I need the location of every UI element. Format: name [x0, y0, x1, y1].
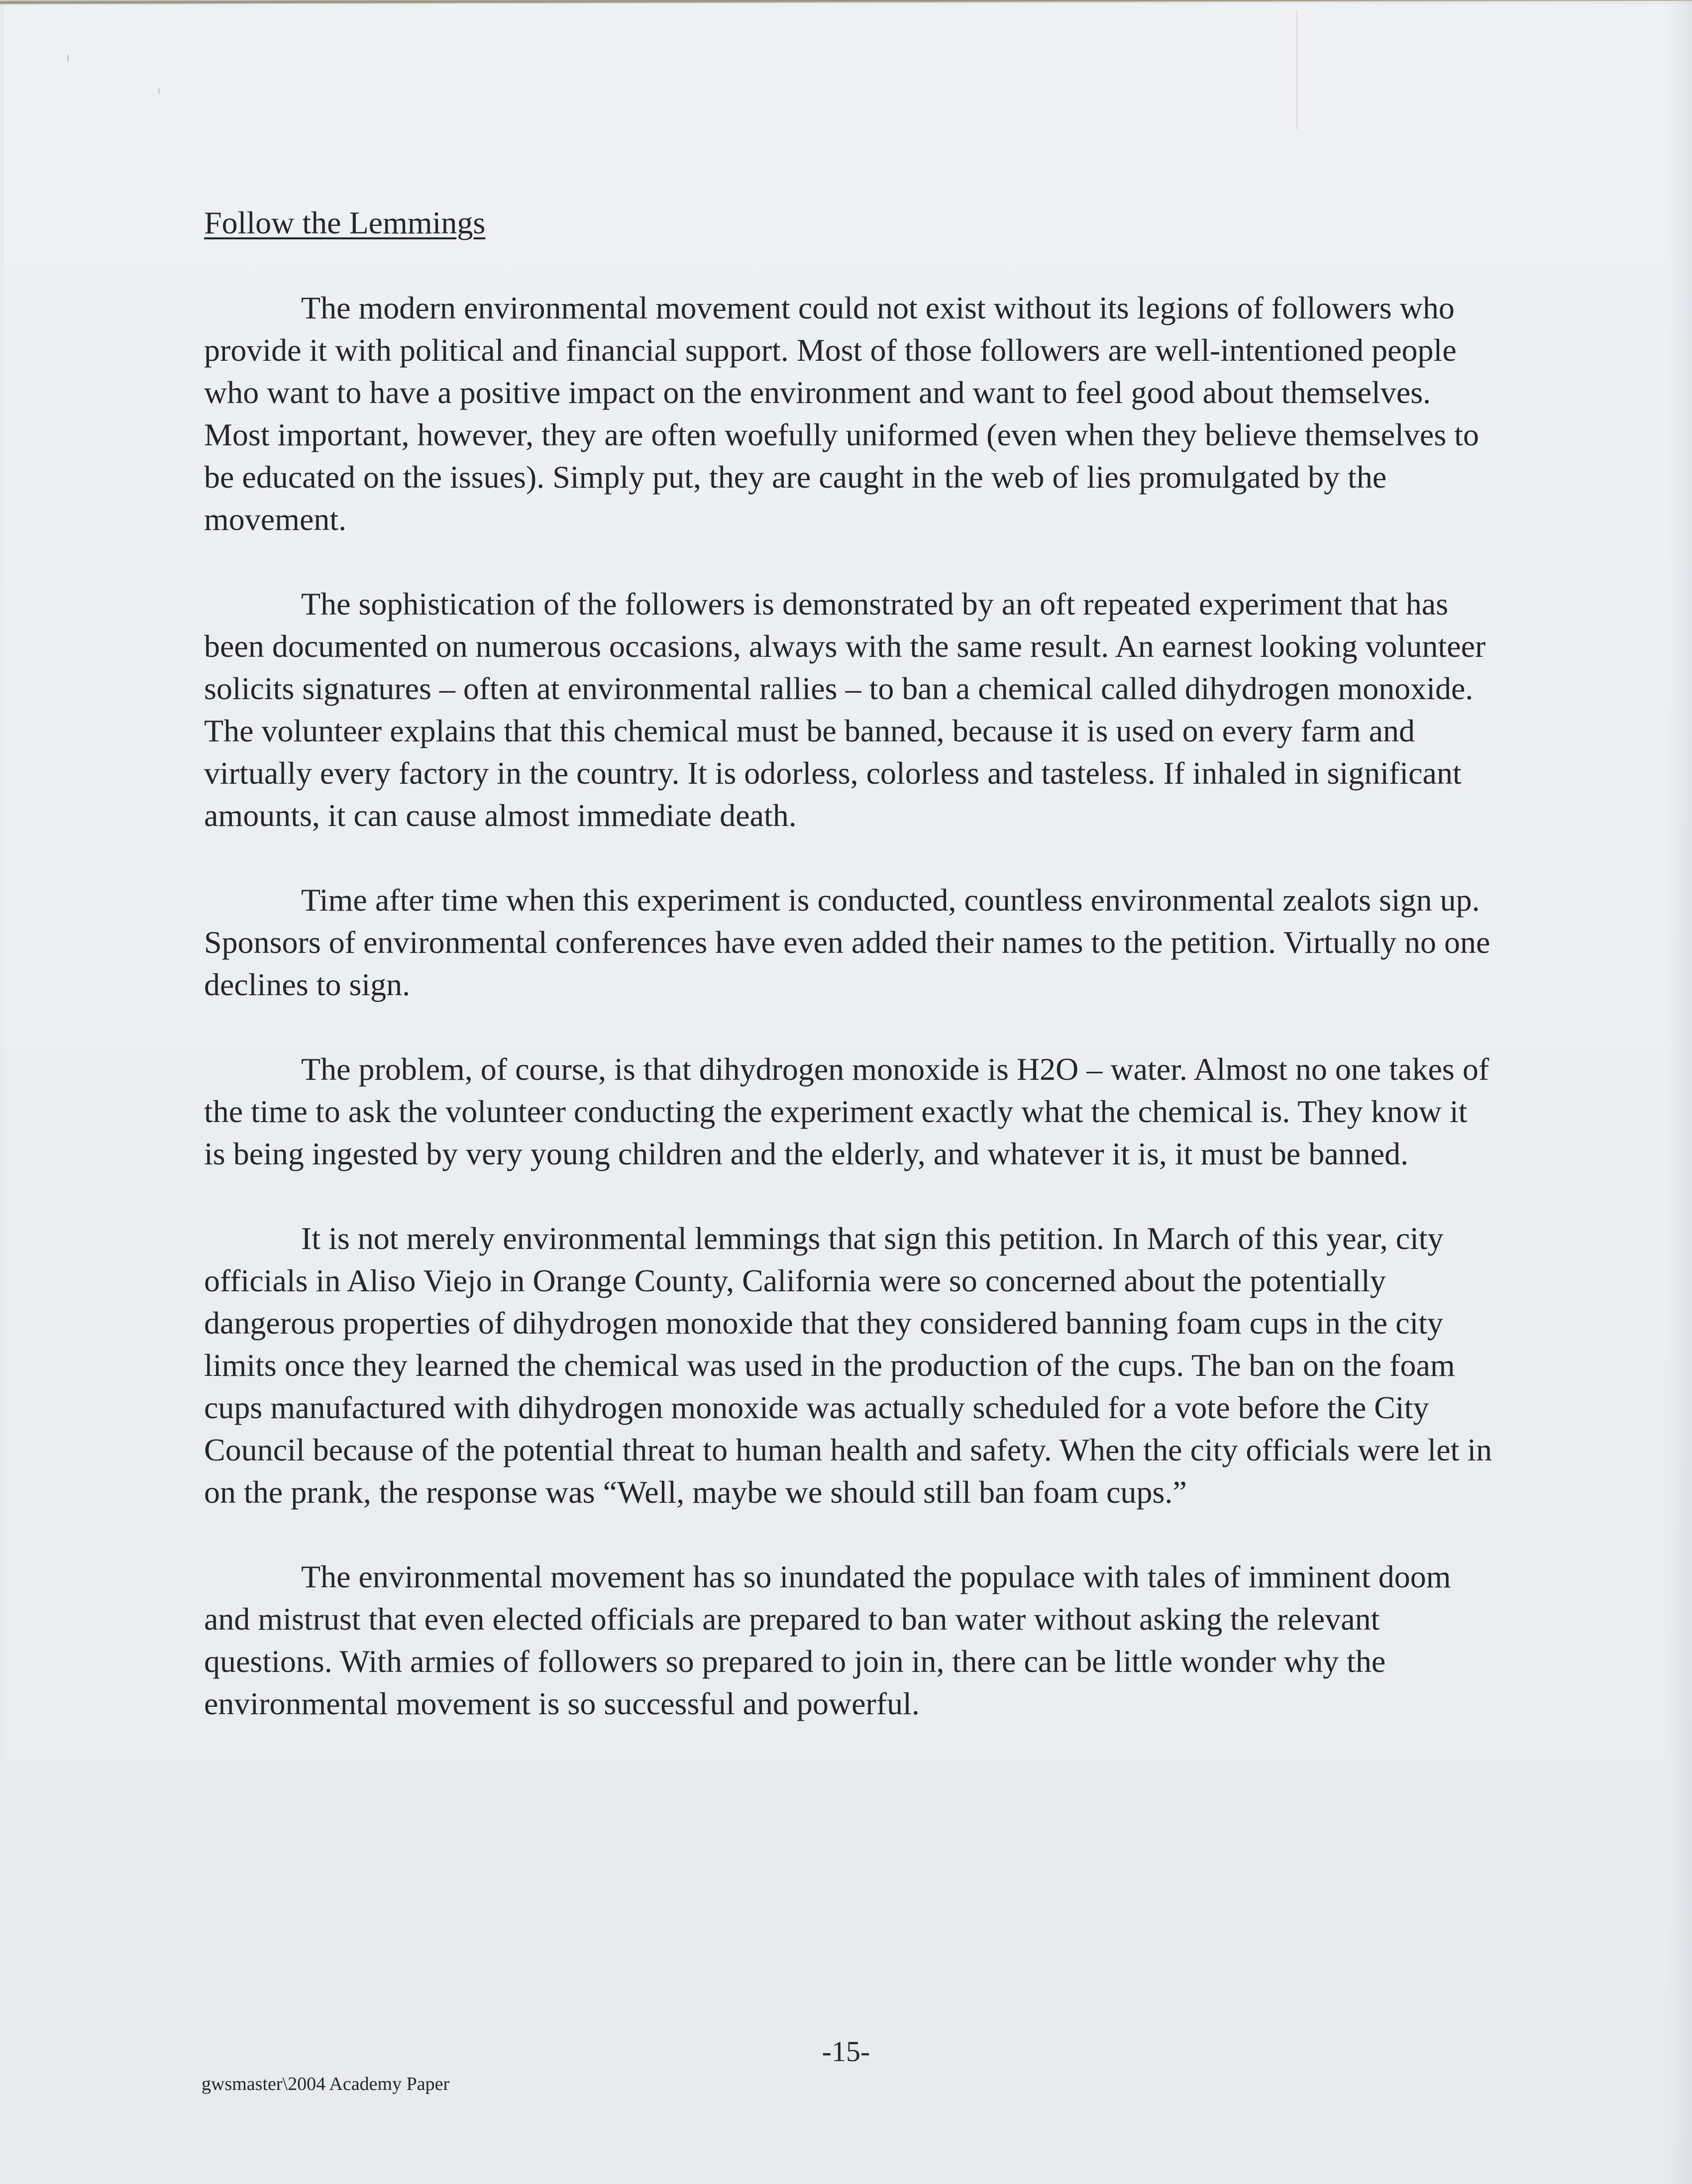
- scan-speck: [158, 89, 160, 94]
- document-body: [204, 287, 1493, 1767]
- page-right-shadow: [1667, 0, 1692, 2184]
- paragraph: It is not merely environmental lemmings that sign this petition. In March of this year, city officials in Aliso Viejo in Orange County, California were so concerned about the potentially dangerous properties of dihydrogen monoxide that they considered banning foam cups in the city limits once they learned the chemical was used in the production of the cups. The ban on the foam cups manufactured with dihydrogen monoxide was actually scheduled for a vote before the City Council because of the potential threat to human health and safety. When the city officials were let in on the prank, the response was “Well, maybe we should still ban foam cups.”: [204, 1221, 1492, 1510]
- scan-fold-line: [1296, 10, 1297, 129]
- page-number: -15-: [822, 2035, 870, 2068]
- section-heading: Follow the Lemmings: [204, 205, 486, 240]
- paragraph: The environmental movement has so inundated the populace with tales of imminent doom and mistrust that even elected officials are prepared to ban water without asking the relevant questions. With armies of followers so prepared to join in, there can be little wonder why the environmental movement is so successful and powerful.: [204, 1559, 1451, 1721]
- paragraph: The modern environmental movement could not exist without its legions of followers who provide it with political and financial support. Most of those followers are well-intentioned people who want to have a positive impact on the environment and want to feel good about themselves. Most important, however, they are often woefully uniformed (even when they believe themselves to be educated on the issues). Simply put, they are caught in the web of lies promulgated by the movement.: [204, 290, 1479, 537]
- footer-file-path: gwsmaster\2004 Academy Paper: [202, 2074, 450, 2094]
- paragraph: The problem, of course, is that dihydrogen monoxide is H2O – water. Almost no one takes of the time to ask the volunteer conducting the experiment exactly what the chemical is. They know it is being ingested by very young children and the elderly, and whatever it is, it must be banned.: [204, 1051, 1489, 1171]
- paragraph: The sophistication of the followers is demonstrated by an oft repeated experiment that has been documented on numerous occasions, always with the same result. An earnest looking volunteer solicits signatures – often at environmental rallies – to ban a chemical called dihydrogen monoxide. The volunteer explains that this chemical must be banned, because it is used on every farm and virtually every factory in the country. It is odorless, colorless and tasteless. If inhaled in significant amounts, it can cause almost immediate death.: [204, 586, 1486, 833]
- scan-speck: [67, 55, 69, 62]
- paragraph: Time after time when this experiment is conducted, countless environmental zealots sign up. Sponsors of environmental conferences have even added their names to the petition. Virtually no one declines to sign.: [204, 882, 1490, 1002]
